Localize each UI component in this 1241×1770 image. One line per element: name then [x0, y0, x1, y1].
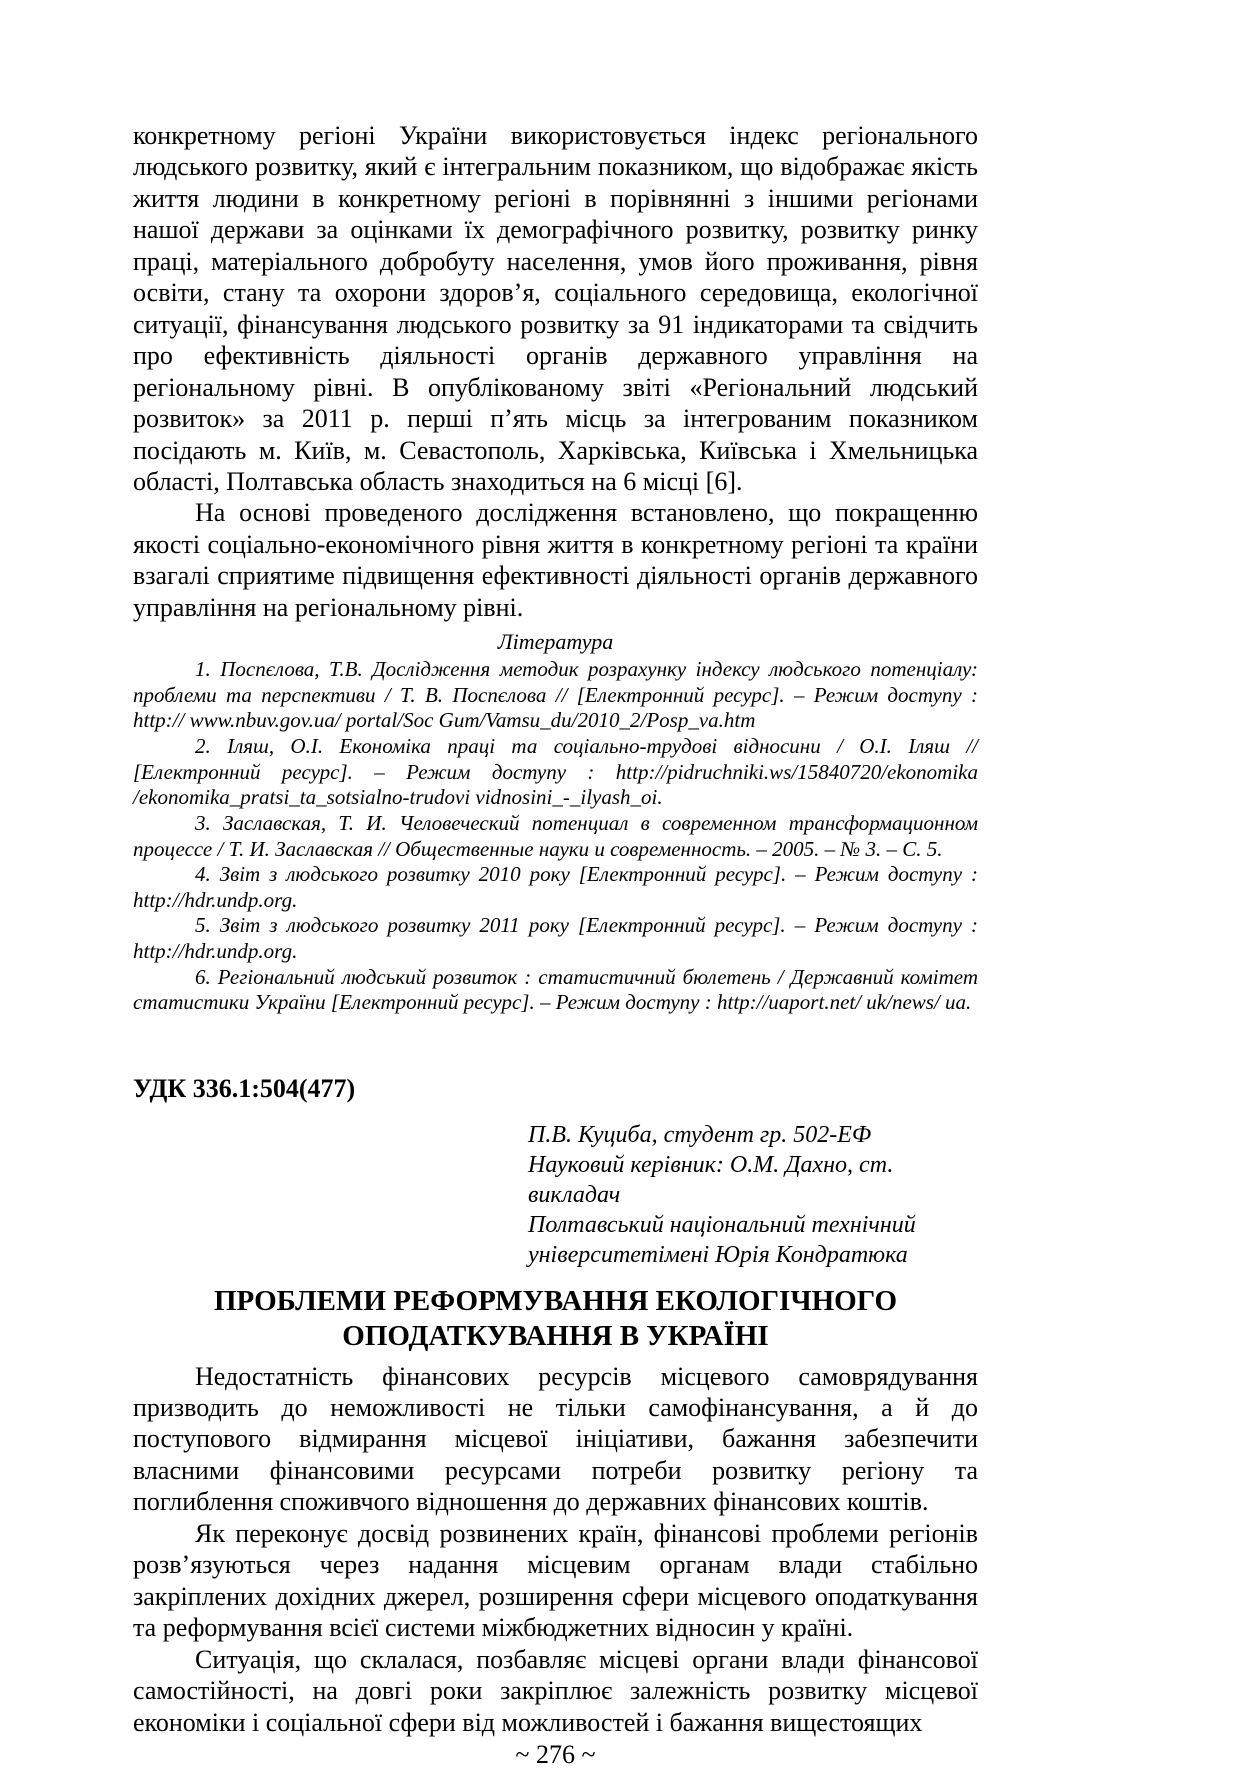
author-line: університетімені Юрія Кондратюка: [528, 1241, 908, 1268]
udc-code: УДК 336.1:504(477): [133, 1073, 356, 1103]
continued-paragraph: конкретному регіоні України використовується індекс регіонального людського розвитку, який є інтегральним показником, що відображає якість життя людини в конкретному регіоні в порівнянні з іншими регіонами нашої держави за оцінками їх демографічного розвитку, розвитку ринку праці, матеріального добробуту населення, умов його проживання, рівня освіти, стану та охорони здоров’я, соціального середовища, екологічної ситуації, фінансування людського розвитку за 91 індикаторами та свідчить про ефективність діяльності органів державного управління на регіональному рівні. В опублікованому звіті «Регіональний людський розвиток» за 2011 р. перші п’ять місць за інтегрованим показником посідають м. Київ, м. Севастополь, Харківська, Київська і Хмельницька області, Полтавська область знаходиться на 6 місці [6].: [133, 121, 978, 496]
reference-item: 4. Звіт з людського розвитку 2010 року [Електронний ресурс]. – Режим доступу : http://hdr.undp.org.: [133, 862, 978, 912]
conclusion-paragraph: На основі проведеного дослідження встановлено, що покращенню якості соціально-економічного рівня життя в конкретному регіоні та країни взагалі сприятиме підвищення ефективності діяльності органів державного управління на регіональному рівні.: [133, 498, 978, 622]
reference-item: 1. Поспєлова, Т.В. Дослідження методик розрахунку індексу людського потенціалу: проблеми та перспективи / Т. В. Поспєлова // [Електронний ресурс]. – Режим доступу : http:// www.nbuv.gov.ua/ portal/Soc Gum/Vamsu_du/2010_2/Posp_va.htm: [133, 657, 978, 733]
author-line: Науковий керівник: О.М. Дахно, ст. викладач: [528, 1151, 894, 1208]
article-paragraph: Як переконує досвід розвинених країн, фінансові проблеми регіонів розв’язуються через надання місцевим органам влади стабільно закріплених дохідних джерел, розширення сфери місцевого оподаткування та реформування всієї системи міжбюджетних відносин у країні.: [133, 1518, 978, 1643]
author-line: П.В. Куциба, студент гр. 502-ЕФ: [528, 1121, 872, 1148]
author-line: Полтавський національний технічний: [528, 1211, 916, 1238]
reference-item: 3. Заславская, Т. И. Человеческий потенциал в современном трансформационном процессе / Т. И. Заславская // Общественные науки и современность. – 2005. – № 3. – С. 5.: [133, 810, 978, 861]
literature-heading: Література: [497, 629, 614, 655]
author-block: [528, 1120, 978, 1270]
page-number: ~ 276 ~: [515, 1739, 596, 1769]
reference-item: 6. Регіональний людський розвиток : статистичний бюлетень / Державний комітет статистики України [Електронний ресурс]. – Режим доступу : http://uaport.net/ uk/news/ ua.: [133, 964, 978, 1015]
reference-item: 2. Іляш, О.І. Економіка праці та соціально-трудові відносини / О.І. Іляш // [Електронний ресурс]. – Режим доступу : http://pidruchniki.ws/15840720/ekonomika /ekonomika_pratsi_ta_sotsialno-trudovi vidnosini_-_ilyash_oi.: [133, 734, 978, 810]
article-paragraph: Ситуація, що склалася, позбавляє місцеві органи влади фінансової самостійності, на довгі роки закріплює залежність розвитку місцевої економіки і соціальної сфери від можливостей і бажання вищестоящих: [133, 1644, 978, 1737]
article-title: ПРОБЛЕМИ РЕФОРМУВАННЯ ЕКОЛОГІЧНОГО ОПОДАТКУВАННЯ В УКРАЇНІ: [213, 1284, 898, 1353]
text-column: [133, 120, 978, 1770]
reference-item: 5. Звіт з людського розвитку 2011 року [Електронний ресурс]. – Режим доступу : http://hdr.undp.org.: [133, 913, 978, 963]
article-paragraph: Недостатність фінансових ресурсів місцевого самоврядування призводить до неможливості не тільки самофінансування, а й до поступового відмирання місцевої ініціативи, бажання забезпечити власними фінансовими ресурсами потреби розвитку регіону та поглиблення споживчого відношення до державних фінансових коштів.: [133, 1361, 978, 1517]
